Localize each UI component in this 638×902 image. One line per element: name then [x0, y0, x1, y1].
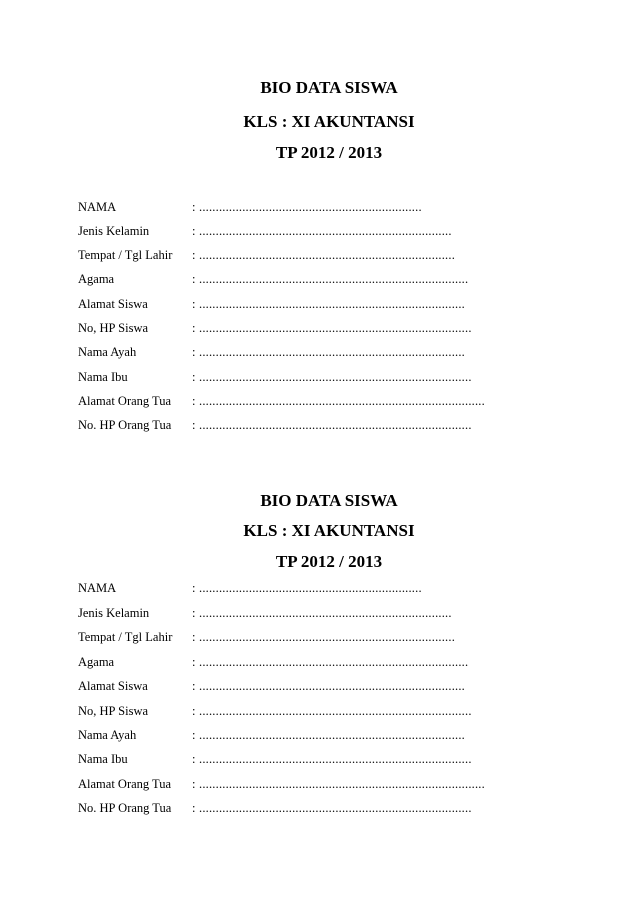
- form-year-line: TP 2012 / 2013: [275, 552, 383, 571]
- field-row-nama-ibu: [78, 369, 598, 385]
- field-row-agama: [78, 654, 598, 670]
- field-fill-line[interactable]: : ..................................................................................: [192, 801, 472, 815]
- field-label: Agama: [78, 272, 115, 286]
- field-row-tempat-tgl-lahir: [78, 247, 598, 263]
- field-label: Nama Ayah: [78, 345, 137, 359]
- field-label: Agama: [78, 655, 115, 669]
- field-fill-line[interactable]: : ...................................................................: [192, 200, 422, 214]
- field-row-jenis-kelamin: [78, 605, 598, 621]
- field-label: No, HP Siswa: [78, 321, 149, 335]
- field-row-nama-ibu: [78, 751, 598, 767]
- field-row-jenis-kelamin: [78, 223, 598, 239]
- field-row-tempat-tgl-lahir: [78, 629, 598, 645]
- field-row-nama-ayah: [78, 344, 598, 360]
- field-fill-line[interactable]: : ..................................................................................: [192, 418, 472, 432]
- form-title: BIO DATA SISWA: [260, 78, 398, 97]
- field-label: Tempat / Tgl Lahir: [78, 630, 173, 644]
- field-label: NAMA: [78, 581, 117, 595]
- field-label: Nama Ayah: [78, 728, 137, 742]
- field-label: NAMA: [78, 200, 117, 214]
- field-label: Alamat Siswa: [78, 297, 148, 311]
- field-fill-line[interactable]: : ............................................................................: [192, 224, 452, 238]
- field-row-no-hp-siswa: [78, 703, 598, 719]
- form-class-line: KLS : XI AKUNTANSI: [243, 521, 415, 540]
- field-label: Alamat Siswa: [78, 679, 148, 693]
- field-fill-line[interactable]: : ................................................................................: [192, 728, 465, 742]
- form-class-line: KLS : XI AKUNTANSI: [243, 112, 415, 131]
- field-fill-line[interactable]: : ......................................................................................: [192, 777, 485, 791]
- field-row-alamat-siswa: [78, 678, 598, 694]
- field-fill-line[interactable]: : ...................................................................: [192, 581, 422, 595]
- field-fill-line[interactable]: : .................................................................................: [192, 272, 469, 286]
- field-row-no-hp-orang-tua: [78, 417, 598, 433]
- field-label: Jenis Kelamin: [78, 224, 150, 238]
- field-row-alamat-siswa: [78, 296, 598, 312]
- field-fill-line[interactable]: : ..................................................................................: [192, 752, 472, 766]
- field-fill-line[interactable]: : ..................................................................................: [192, 321, 472, 335]
- field-fill-line[interactable]: : ......................................................................................: [192, 394, 485, 408]
- field-row-alamat-orang-tua: [78, 776, 598, 792]
- field-row-agama: [78, 271, 598, 287]
- field-row-nama: [78, 199, 598, 215]
- field-label: Alamat Orang Tua: [78, 394, 172, 408]
- field-label: Alamat Orang Tua: [78, 777, 172, 791]
- form-year-line: TP 2012 / 2013: [275, 143, 383, 162]
- field-fill-line[interactable]: : .............................................................................: [192, 248, 456, 262]
- field-row-nama-ayah: [78, 727, 598, 743]
- field-label: Jenis Kelamin: [78, 606, 150, 620]
- field-label: No. HP Orang Tua: [78, 801, 172, 815]
- field-label: No. HP Orang Tua: [78, 418, 172, 432]
- field-row-no-hp-orang-tua: [78, 800, 598, 816]
- field-label: Nama Ibu: [78, 370, 128, 384]
- field-fill-line[interactable]: : .............................................................................: [192, 630, 456, 644]
- field-fill-line[interactable]: : ..................................................................................: [192, 370, 472, 384]
- field-row-alamat-orang-tua: [78, 393, 598, 409]
- field-fill-line[interactable]: : .................................................................................: [192, 655, 469, 669]
- field-label: Tempat / Tgl Lahir: [78, 248, 173, 262]
- field-fill-line[interactable]: : ............................................................................: [192, 606, 452, 620]
- field-fill-line[interactable]: : ................................................................................: [192, 297, 465, 311]
- field-label: Nama Ibu: [78, 752, 128, 766]
- field-fill-line[interactable]: : ................................................................................: [192, 345, 465, 359]
- field-row-no-hp-siswa: [78, 320, 598, 336]
- field-fill-line[interactable]: : ................................................................................: [192, 679, 465, 693]
- field-row-nama: [78, 580, 598, 596]
- form-title: BIO DATA SISWA: [260, 491, 398, 510]
- field-fill-line[interactable]: : ..................................................................................: [192, 704, 472, 718]
- field-label: No, HP Siswa: [78, 704, 149, 718]
